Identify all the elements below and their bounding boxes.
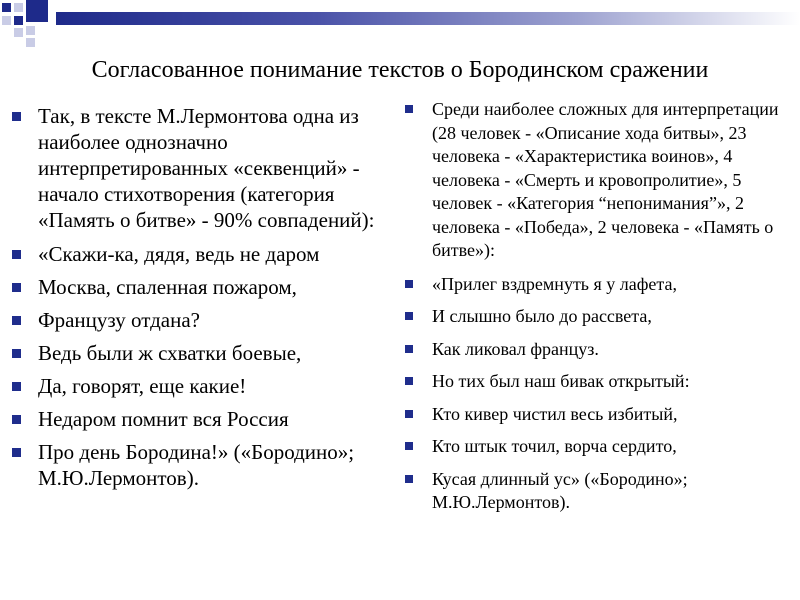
list-item — [404, 403, 784, 427]
list-item-text: Так, в тексте М.Лермонтова одна из наиболее однозначно интерпретированных «секвенций» - начало стихотворения (категория «Память о битве» - 90% совпадений): — [38, 104, 375, 232]
list-item — [10, 406, 380, 432]
left-column — [10, 103, 380, 498]
bullet-square-icon — [405, 345, 413, 353]
list-item — [404, 338, 784, 362]
bullet-square-icon — [12, 250, 21, 259]
list-item — [404, 468, 784, 515]
list-item-text: Но тих был наш бивак открытый: — [432, 371, 690, 391]
decor-square — [14, 28, 23, 37]
header-decoration — [0, 0, 800, 48]
bullet-square-icon — [405, 105, 413, 113]
bullet-square-icon — [405, 377, 413, 385]
list-item-text: Ведь были ж схватки боевые, — [38, 341, 302, 365]
header-gradient-bar — [56, 12, 800, 25]
decor-square — [26, 38, 35, 47]
bullet-square-icon — [12, 112, 21, 121]
list-item-text: Французу отдана? — [38, 308, 201, 332]
decor-square — [14, 3, 23, 12]
list-item-text: «Прилег вздремнуть я у лафета, — [432, 273, 677, 294]
decor-square — [2, 3, 11, 12]
list-item — [10, 307, 380, 333]
list-item — [404, 435, 784, 459]
right-column — [404, 98, 784, 524]
slide-title: Согласованное понимание текстов о Бородинском сражении — [91, 57, 709, 83]
bullet-square-icon — [12, 448, 21, 457]
bullet-square-icon — [12, 382, 21, 391]
list-item-text: Кто штык точил, ворча сердито, — [432, 436, 677, 456]
list-item-text: Москва, спаленная пожаром, — [38, 275, 297, 299]
list-item-text: Про день Бородина!» («Бородино»; М.Ю.Лермонтов). — [38, 440, 355, 490]
decor-square — [26, 0, 48, 22]
list-item — [404, 98, 784, 263]
list-item — [404, 370, 784, 394]
decor-square — [2, 16, 11, 25]
list-item — [10, 103, 380, 233]
bullet-square-icon — [12, 349, 21, 358]
list-item — [10, 274, 380, 300]
list-item — [404, 305, 784, 329]
list-item — [10, 439, 380, 491]
list-item-text: Да, говорят, еще какие! — [38, 374, 247, 398]
decor-square — [14, 16, 23, 25]
bullet-square-icon — [405, 410, 413, 418]
bullet-square-icon — [12, 316, 21, 325]
list-item-text: Кто кивер чистил весь избитый, — [432, 403, 678, 424]
decor-square — [26, 26, 35, 35]
list-item-text: Среди наиболее сложных для интерпретации (28 человек - «Описание хода битвы», 23 человека - «Характеристика воинов», 4 человека - «Смерть и кровопролитие», 5 человек - «Категория “непонимания”», 2 человека - «Победа», 2 человека - «Память о битве»): — [432, 99, 779, 260]
list-item-text: «Скажи-ка, дядя, ведь не даром — [38, 242, 320, 266]
bullet-square-icon — [405, 312, 413, 320]
list-item-text: Как ликовал француз. — [432, 338, 599, 359]
list-item — [404, 273, 784, 297]
list-item — [10, 241, 380, 267]
bullet-square-icon — [12, 415, 21, 424]
list-item-text: И слышно было до рассвета, — [432, 306, 652, 326]
bullet-square-icon — [12, 283, 21, 292]
bullet-square-icon — [405, 280, 413, 288]
list-item — [10, 373, 380, 399]
list-item — [10, 340, 380, 366]
list-item-text: Кусая длинный ус» («Бородино»; М.Ю.Лермонтов). — [432, 468, 688, 512]
bullet-square-icon — [405, 442, 413, 450]
list-item-text: Недаром помнит вся Россия — [38, 407, 289, 431]
bullet-square-icon — [405, 475, 413, 483]
